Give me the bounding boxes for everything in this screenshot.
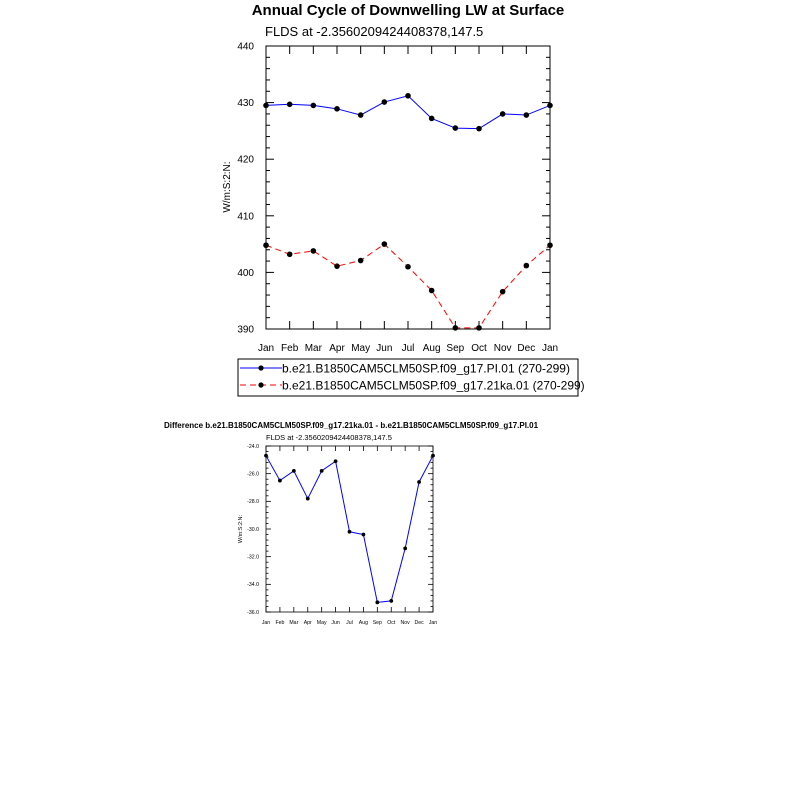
chart1-series-1-point — [476, 126, 482, 132]
chart2-xtick-label: Jun — [331, 620, 340, 626]
chart1-xtick-label: Oct — [471, 343, 487, 354]
chart1-x-axis — [258, 46, 558, 354]
chart1-xtick-label: Jan — [257, 343, 275, 354]
chart1-series-1-point — [524, 112, 530, 118]
chart2-series-1-point — [403, 546, 407, 550]
chart2-series-1-point — [334, 459, 338, 463]
chart2-series-1-point — [417, 480, 421, 484]
chart1-series-2-point — [429, 288, 435, 294]
chart2-ytick-label: -26.0 — [247, 471, 259, 478]
chart2-series-1-point — [431, 454, 435, 458]
chart1-xtick-label: Jun — [376, 343, 393, 354]
chart1-xtick-label: Nov — [493, 343, 512, 354]
chart2-subtitle: FLDS at -2.3560209424408378,147.5 — [266, 433, 392, 442]
chart2-xtick-label: Feb — [275, 620, 285, 626]
chart1-series-2-point — [547, 242, 553, 248]
chart1-series-1-line — [266, 96, 550, 129]
chart2-xtick-label: May — [316, 620, 327, 626]
chart1-xtick-label: May — [351, 343, 371, 354]
chart1-series-1-point — [429, 116, 435, 122]
chart1-ytick-label: 390 — [237, 324, 254, 336]
chart1-series-2-point — [358, 258, 364, 264]
chart1-xtick-label: Jan — [541, 343, 559, 354]
chart2-ytick-label: -32.0 — [247, 554, 259, 561]
chart2-title: Difference b.e21.B1850CAM5CLM50SP.f09_g17.21ka.01 - b.e21.B1850CAM5CLM50SP.f09_g17.PI.01 — [163, 421, 539, 430]
chart1-series-2-line — [266, 244, 550, 328]
chart2-series-1-point — [320, 469, 324, 473]
chart1-series-2-point — [382, 241, 388, 247]
chart2-plot-frame — [266, 446, 433, 612]
chart1-series-group — [263, 93, 553, 331]
chart2-series-1-point — [348, 530, 352, 534]
chart1-ytick-label: 410 — [237, 211, 254, 223]
chart2-ytick-label: -30.0 — [247, 526, 259, 533]
chart2-series-group — [264, 454, 435, 604]
chart2-series-1-line — [266, 456, 433, 603]
chart1-series-1-point — [311, 103, 317, 109]
figure-title: Annual Cycle of Downwelling LW at Surface — [251, 2, 565, 19]
chart2-xtick-label: Sep — [372, 620, 382, 626]
chart1-ytick-label: 440 — [237, 41, 254, 53]
chart2-ytick-label: -36.0 — [247, 609, 259, 616]
chart1-series-1-point — [358, 112, 364, 118]
chart1-xtick-label: Jul — [401, 343, 415, 354]
chart2-series-1-point — [306, 497, 310, 501]
chart1-ylabel: W/m:S:2:N: — [222, 161, 233, 213]
chart1-series-2-point — [405, 264, 411, 270]
legend-label-series-2: b.e21.B1850CAM5CLM50SP.f09_g17.21ka.01 (270-299) — [282, 378, 585, 393]
chart2-y-axis — [247, 444, 433, 616]
chart1-xtick-label: Dec — [517, 343, 536, 354]
chart1-series-1-point — [382, 99, 388, 105]
chart1-xtick-label: Feb — [281, 343, 299, 354]
annual-cycle-chart — [222, 24, 558, 354]
chart1-series-1-point — [500, 111, 506, 117]
chart1-series-1-point — [547, 103, 553, 109]
chart1-series-2-point — [311, 248, 317, 254]
chart2-xtick-label: Dec — [414, 620, 424, 626]
chart2-ylabel: W/m:S:2:N: — [238, 514, 244, 544]
chart1-series-1-point — [287, 101, 293, 107]
chart2-xtick-label: Mar — [289, 620, 299, 626]
legend-marker-series-1 — [258, 365, 263, 370]
chart1-xtick-label: Aug — [422, 343, 441, 354]
legend-label-series-1: b.e21.B1850CAM5CLM50SP.f09_g17.PI.01 (270-299) — [282, 361, 570, 376]
chart2-series-1-point — [375, 600, 379, 604]
chart1-series-2-point — [453, 325, 459, 331]
chart1-xtick-label: Apr — [329, 343, 345, 354]
difference-chart — [164, 421, 539, 626]
chart1-series-2-point — [287, 251, 293, 257]
chart1-series-2-point — [263, 242, 269, 248]
chart1-legend — [238, 359, 585, 396]
chart1-series-1-point — [405, 93, 411, 99]
chart1-ytick-label: 400 — [237, 267, 254, 279]
chart2-series-1-point — [264, 454, 268, 458]
chart2-xtick-label: Jul — [346, 620, 353, 626]
chart1-series-2-point — [476, 325, 482, 331]
chart2-xtick-label: Oct — [387, 620, 396, 626]
chart1-series-1-point — [263, 103, 269, 109]
chart1-subtitle: FLDS at -2.3560209424408378,147.5 — [265, 24, 484, 39]
chart2-ytick-label: -34.0 — [247, 582, 259, 589]
chart2-ytick-label: -28.0 — [247, 499, 259, 506]
chart1-ytick-label: 430 — [237, 98, 254, 110]
chart2-ytick-label: -24.0 — [247, 443, 259, 450]
chart2-series-1-point — [292, 469, 296, 473]
chart1-series-2-point — [524, 263, 530, 269]
chart2-series-1-point — [362, 533, 366, 537]
chart2-xtick-label: Nov — [400, 620, 410, 626]
chart1-xtick-label: Mar — [304, 343, 322, 354]
chart1-xtick-label: Sep — [446, 343, 465, 354]
chart1-series-1-point — [453, 125, 459, 131]
chart2-series-1-point — [278, 479, 282, 483]
chart1-series-2-point — [334, 263, 340, 269]
chart1-series-2-point — [500, 289, 506, 295]
chart2-xtick-label: Jan — [261, 620, 271, 626]
legend-marker-series-2 — [258, 382, 263, 387]
chart2-x-axis — [262, 446, 437, 626]
chart2-xtick-label: Apr — [303, 620, 312, 626]
chart2-series-1-point — [389, 599, 393, 603]
chart1-ytick-label: 420 — [237, 154, 254, 166]
chart1-series-1-point — [334, 106, 340, 112]
chart2-xtick-label: Jan — [428, 620, 438, 626]
chart2-xtick-label: Aug — [358, 620, 369, 626]
